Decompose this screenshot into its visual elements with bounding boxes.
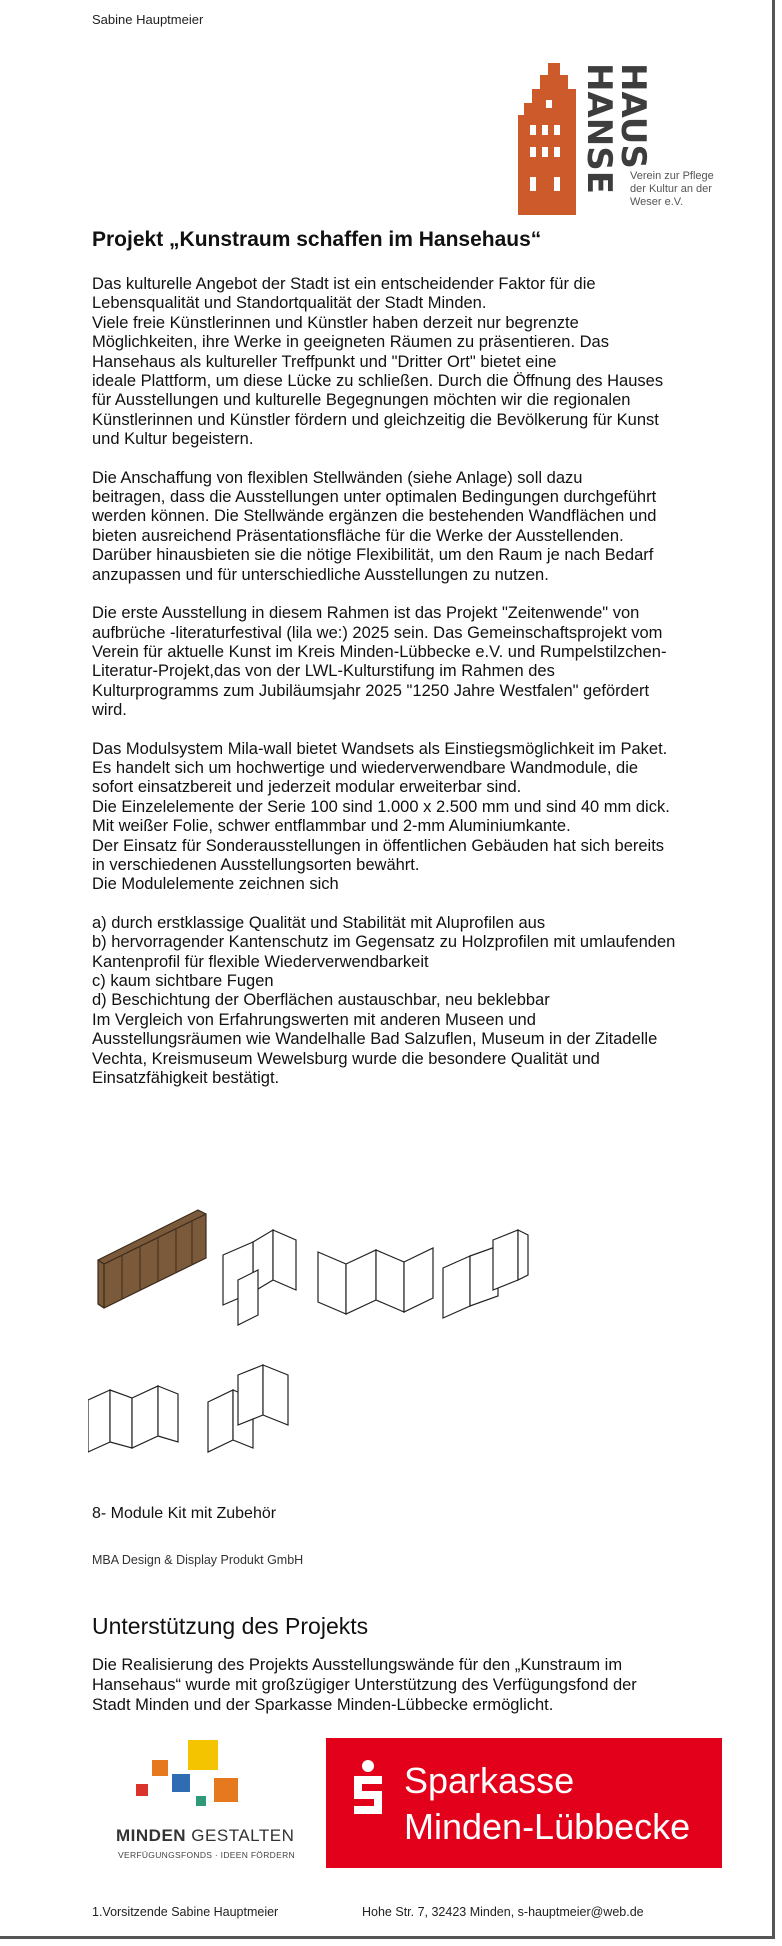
sparkasse-line1: Sparkasse <box>404 1760 575 1801</box>
paragraph: Die erste Ausstellung in diesem Rahmen ist das Projekt "Zeitenwende" von aufbrüche -literaturfestival (lila we:) 2025 sein. Das Gemeinschaftsprojekt vom Verein für aktuelle Kunst im Kreis Minden-Lübbecke e.V. und Rumpelstilzchen- Literatur-Projekt,das von der LWL-Kulturstifung im Rahmen des Kulturprogramms zum Jubiläumsjahr 2025 "1250 Jahre Westfalen" gefördert wird. <box>92 604 667 720</box>
minden-wordmark: MINDEN GESTALTEN <box>116 1826 295 1845</box>
sparkasse-logo <box>326 1738 722 1868</box>
minden-gestalten-logo <box>110 1740 310 1880</box>
footer-address: Hohe Str. 7, 32423 Minden, s-hauptmeier@web.de <box>362 1905 644 1919</box>
wall-set-5-illustration <box>88 1386 178 1452</box>
logo-tagline: Verein zur Pflege der Kultur an der Weser e.V. <box>630 170 714 208</box>
page-title: Projekt „Kunstraum schaffen im Hansehaus“ <box>92 228 542 251</box>
module-illustrations <box>88 1180 738 1470</box>
paragraph: Die Anschaffung von flexiblen Stellwänden (siehe Anlage) soll dazu beitragen, dass die Ausstellungen unter optimalen Bedingungen durchgeführt werden können. Die Stellwände ergänzen die bestehenden Wandflächen und bieten ausreichend Präsentationsfläche für die Werke der Ausstellenden. Darüber hinausbieten sie die nötige Flexibilität, um den Raum je nach Bedarf anzupassen und für unterschiedliche Ausstellungen zu nutzen. <box>92 468 657 584</box>
body-text <box>92 275 742 1107</box>
wall-set-6-illustration <box>208 1365 288 1452</box>
wood-wall-illustration <box>98 1210 206 1308</box>
wall-set-4-illustration <box>443 1230 528 1318</box>
support-text: Die Realisierung des Projekts Ausstellungswände für den „Kunstraum im Hansehaus“ wurde mit großzügiger Unterstützung des Verfügungsfond der Stadt Minden und der Sparkasse Minden-Lübbecke ermöglicht. <box>92 1656 637 1714</box>
footer-chair: 1.Vorsitzende Sabine Hauptmeier <box>92 1905 279 1919</box>
logo-word-haus: HAUS <box>613 63 653 169</box>
company-name: MBA Design & Display Produkt GmbH <box>92 1553 304 1567</box>
wall-set-2-illustration <box>223 1230 296 1325</box>
logo-word-hanse: HANSE <box>579 63 619 194</box>
author-name: Sabine Hauptmeier <box>92 12 204 27</box>
paragraph: a) durch erstklassige Qualität und Stabilität mit Aluprofilen aus b) hervorragender Kantenschutz im Gegensatz zu Holzprofilen mit umlaufenden Kantenprofil für flexible Wiederverwendbarkeit c) kaum sichtbare Fugen d) Beschichtung der Oberflächen austauschbar, neu beklebbar Im Vergleich von Erfahrungswerten mit anderen Museen und Ausstellungsräumen wie Wandelhalle Bad Salzuflen, Museum in der Zitadelle Vechta, Kreismuseum Wewelsburg wurde die besondere Qualität und Einsatzfähigkeit bestätigt. <box>92 913 676 1088</box>
sparkasse-line2: Minden-Lübbecke <box>404 1806 691 1847</box>
kit-caption: 8- Module Kit mit Zubehör <box>92 1505 277 1522</box>
support-title: Unterstützung des Projekts <box>92 1613 369 1639</box>
sparkasse-s-icon <box>348 1758 388 1818</box>
minden-tagline: VERFÜGUNGSFONDS · IDEEN FÖRDERN <box>118 1850 295 1860</box>
paragraph: Das Modulsystem Mila-wall bietet Wandsets als Einstiegsmöglichkeit im Paket. Es handelt sich um hochwertige und wiederverwendbare Wandmodule, die sofort einsatzbereit und jederzeit modular erweiterbar sind. Die Einzelelemente der Serie 100 sind 1.000 x 2.500 mm und sind 40 mm dick. Mit weißer Folie, schwer entflammbar und 2-mm Aluminiumkante. Der Einsatz für Sonderausstellungen in öffentlichen Gebäuden hat sich bereits in verschiedenen Ausstellungsorten bewährt. Die Modulelemente zeichnen sich <box>92 739 670 894</box>
wall-set-3-illustration <box>318 1248 433 1314</box>
paragraph: Das kulturelle Angebot der Stadt ist ein entscheidender Faktor für die Lebensqualität und Standortqualität der Stadt Minden. Viele freie Künstlerinnen und Künstler haben derzeit nur begrenzte Möglichkeiten, ihre Werke in geeigneten Räumen zu präsentieren. Das Hansehaus als kultureller Treffpunkt und "Dritter Ort" bietet eine ideale Plattform, um diese Lücke zu schließen. Durch die Öffnung des Hauses für Ausstellungen und kulturelle Begegnungen möchten wir die regionalen Künstlerinnen und Künstler fördern und gleichzeitig die Bevölkerung für Kunst und Kultur begeistern. <box>92 275 664 449</box>
